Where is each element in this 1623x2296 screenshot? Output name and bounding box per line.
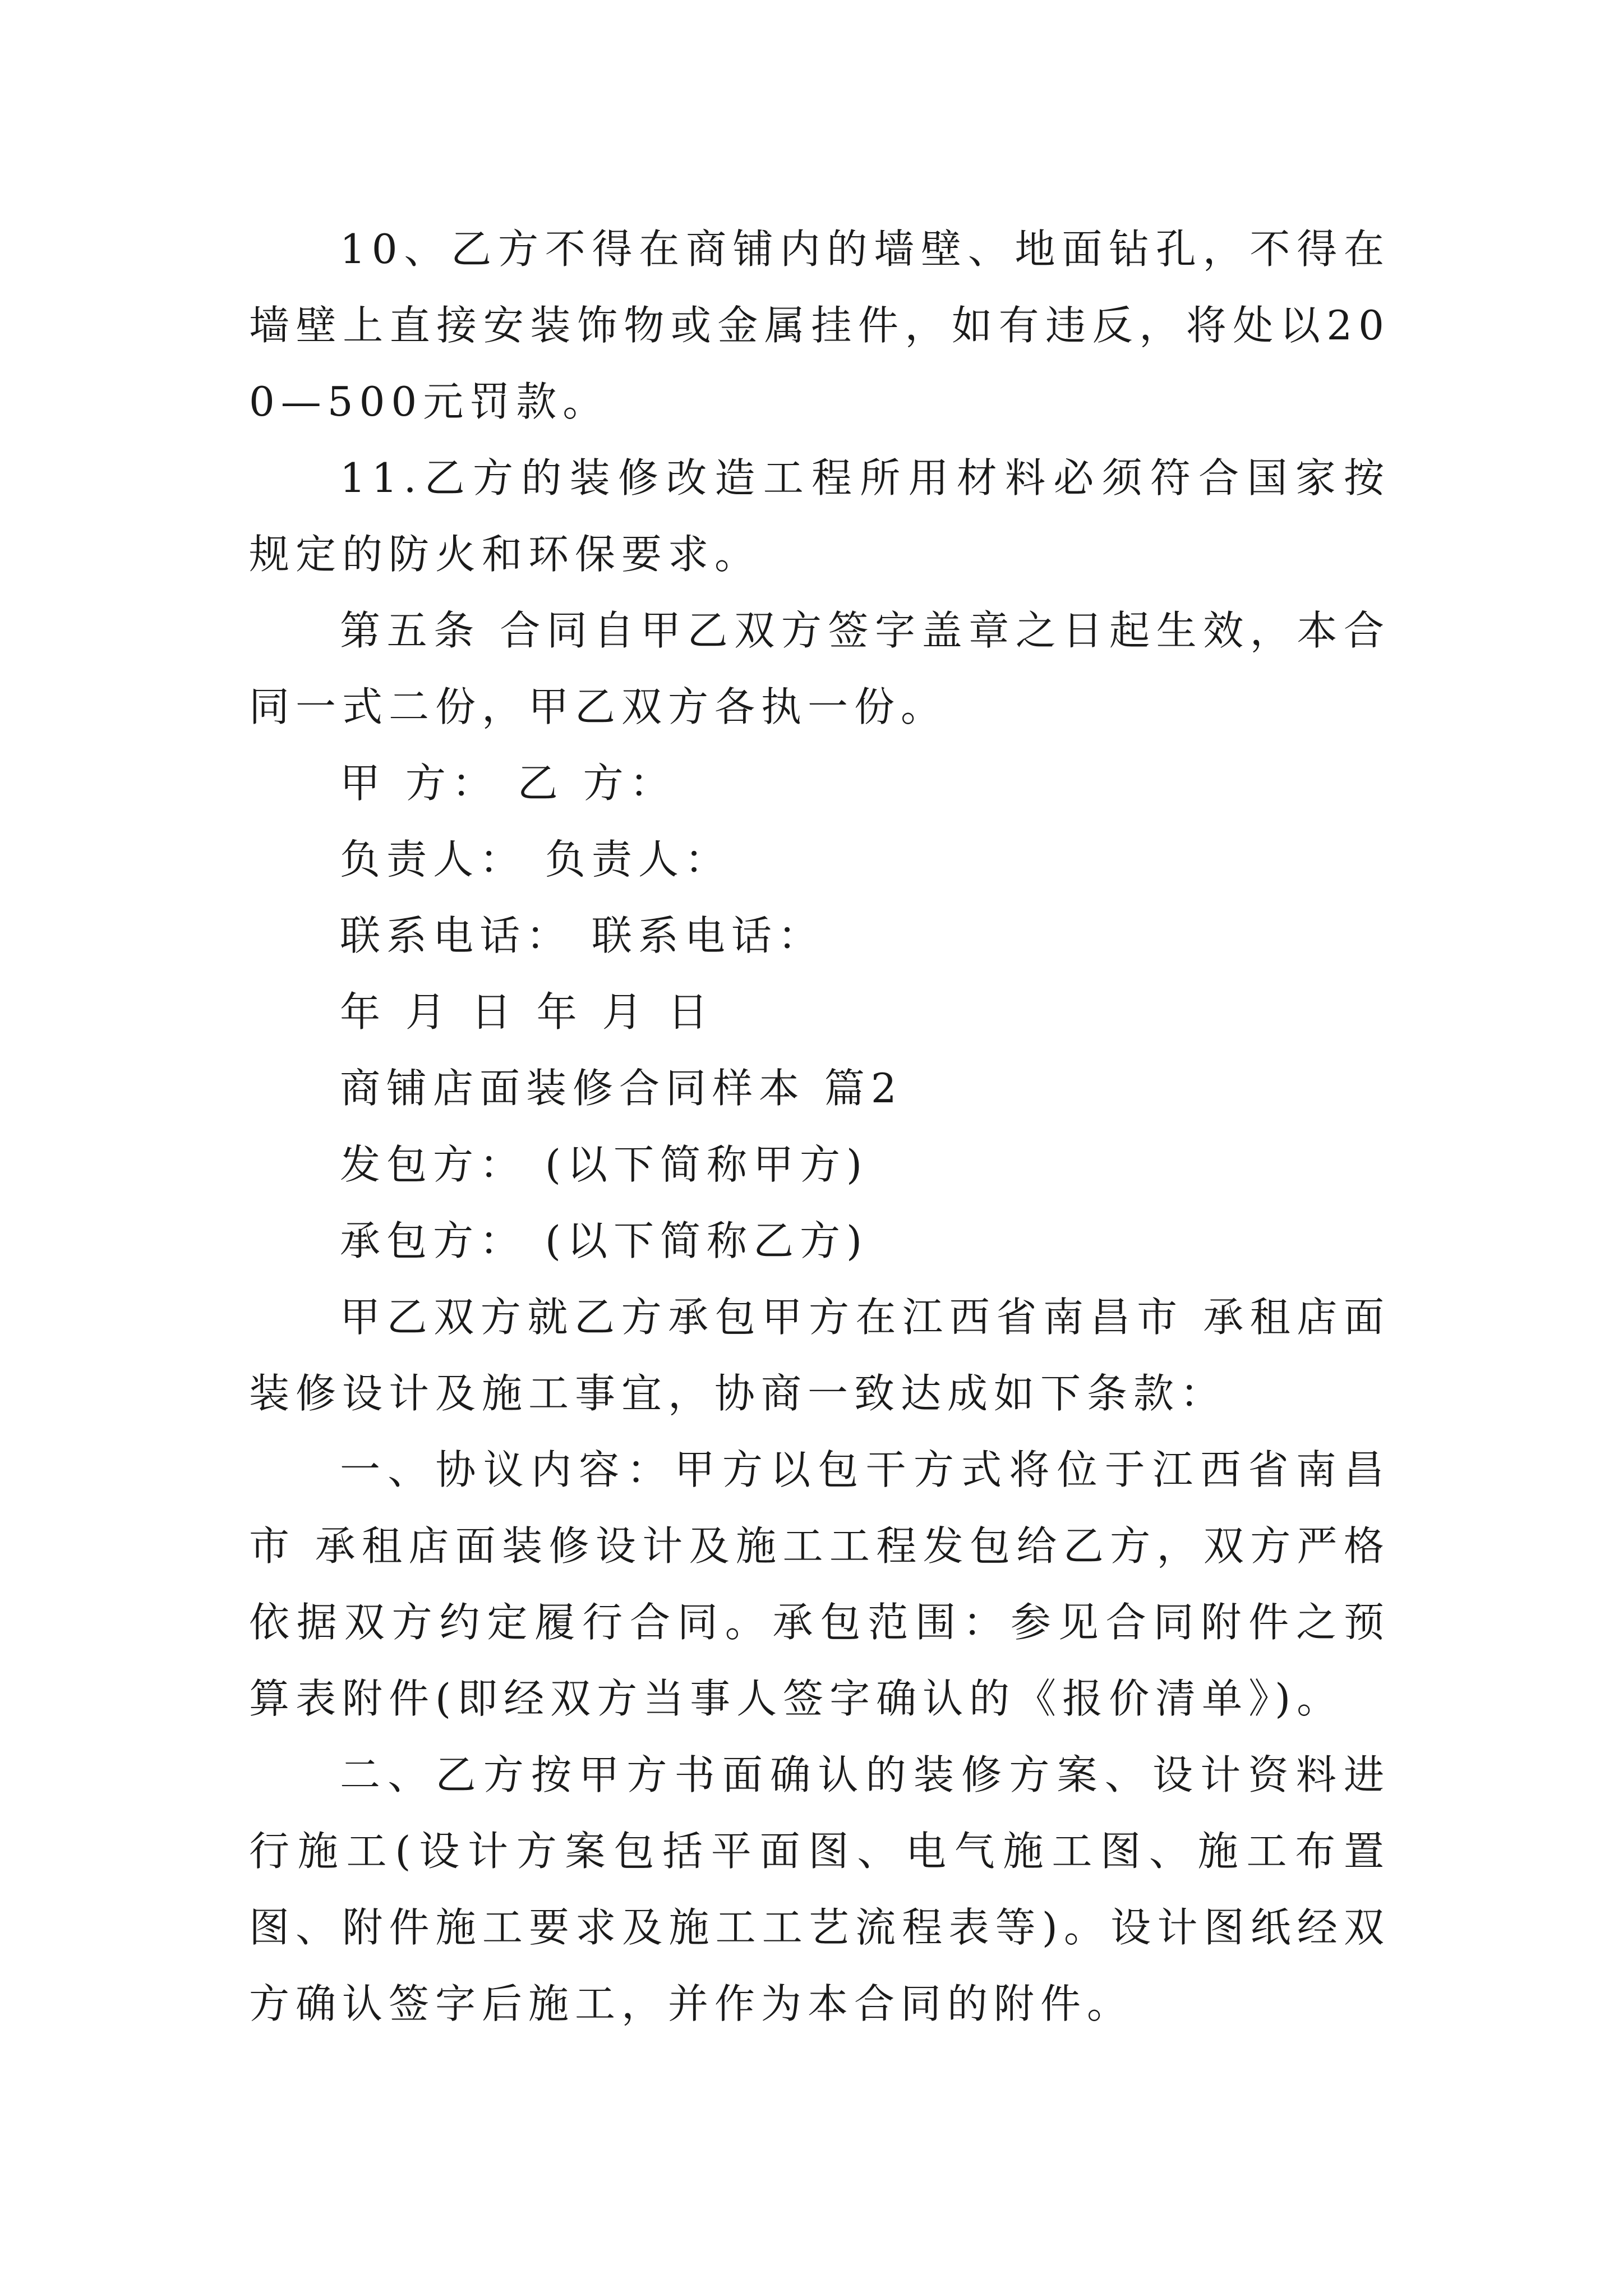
date-line: 年 月 日 年 月 日 <box>340 988 714 1036</box>
clause-one-paragraph: 一、协议内容：甲方以包干方式将位于江西省南昌市 承租店面装修设计及施工工程发包给乙方，双方严格依据双方约定履行合同。承包范围：参见合同附件之预算表附件(即经双方当事人签字确认的《报价清单》)。 <box>249 1446 1390 1722</box>
responsible-person-line: 负责人： 负责人： <box>340 836 731 883</box>
party-signature-line: 甲 方： 乙 方： <box>340 760 676 807</box>
contractor-line: 承包方： (以下简称乙方) <box>340 1217 869 1264</box>
article-5-paragraph: 第五条 合同自甲乙双方签字盖章之日起生效，本合同一式二份，甲乙双方各执一份。 <box>249 607 1390 730</box>
preamble-paragraph: 甲乙双方就乙方承包甲方在江西省南昌市 承租店面装修设计及施工事宜，协商一致达成如下条款： <box>249 1294 1390 1417</box>
employer-line: 发包方： (以下简称甲方) <box>340 1141 869 1188</box>
clause-two-paragraph: 二、乙方按甲方书面确认的装修方案、设计资料进行施工(设计方案包括平面图、电气施工图、施工布置图、附件施工要求及施工工艺流程表等)。设计图纸经双方确认签字后施工，并作为本合同的附件。 <box>249 1751 1390 2027</box>
section-title-part-2: 商铺店面装修合同样本 篇2 <box>340 1065 903 1112</box>
clause-11-paragraph: 11.乙方的装修改造工程所用材料必须符合国家按规定的防火和环保要求。 <box>249 454 1390 578</box>
clause-10-paragraph: 10、乙方不得在商铺内的墙壁、地面钻孔，不得在墙壁上直接安装饰物或金属挂件，如有违反，将处以200—500元罚款。 <box>249 226 1390 425</box>
contact-phone-line: 联系电话： 联系电话： <box>340 912 824 959</box>
document-body <box>249 211 1390 2042</box>
